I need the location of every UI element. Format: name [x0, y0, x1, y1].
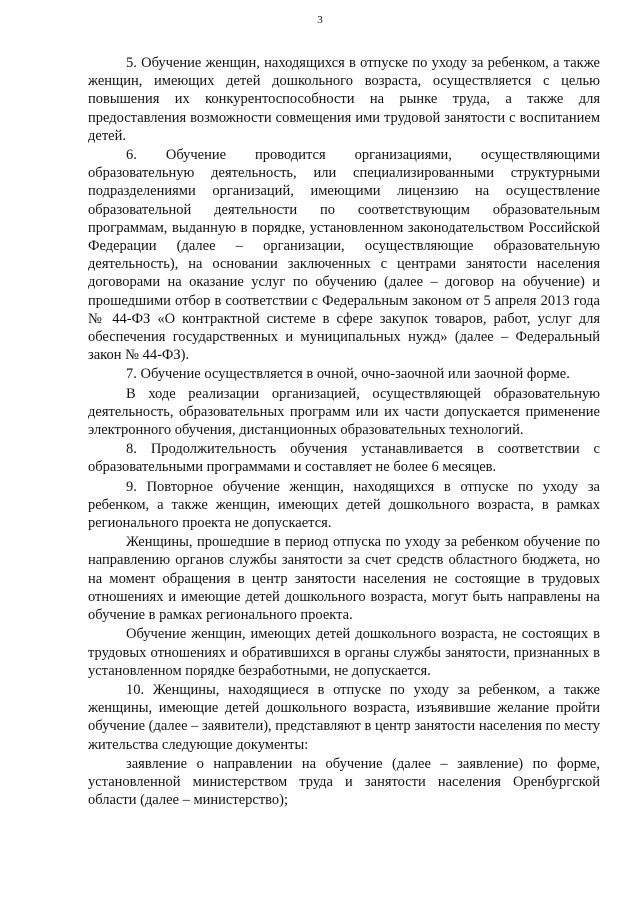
paragraph-9-restriction: Обучение женщин, имеющих детей дошкольного возраста, не состоящих в трудовых отношениях и обратившихся в органы службы занятости, признанных в установленном порядке безработными, не допускается. [88, 626, 600, 679]
paragraph-7: 7. Обучение осуществляется в очной, очно-заочной или заочной форме. [126, 366, 570, 383]
paragraph-10-application: заявление о направлении на обучение (далее – заявление) по форме, установленной министерством труда и занятости населения Оренбургской области (далее – министерство); [88, 755, 600, 809]
document-body [88, 54, 600, 810]
paragraph-7-distance-learning: В ходе реализации организацией, осуществляющей образовательную деятельность, образовательных программ или их части допускается применение электронного обучения, дистанционных образовательных технологий. [88, 385, 600, 439]
paragraph-8: 8. Продолжительность обучения устанавливается в соответствии с образовательными программами и составляет не более 6 месяцев. [88, 441, 600, 476]
paragraph-9: 9. Повторное обучение женщин, находящихся в отпуске по уходу за ребенком, а также женщин, имеющих детей дошкольного возраста, в рамках регионального проекта не допускается. [88, 478, 600, 532]
paragraph-6: 6. Обучение проводится организациями, осуществляющими образовательную деятельность, или специализированными структурными подразделениями организаций, имеющими лицензию на осуществление образовательной деятельности по соответствующим образовательным программам, выданную в порядке, установленном законодательством Российской Федерации (далее – организации, осуществляющие образовательную деятельность), на основании заключенных с центрами занятости населения договорами на оказание услуг по обучению (далее – договор на обучение) и прошедшими отбор в соответствии с Федеральным законом от 5 апреля 2013 года № 44-ФЗ «О контрактной системе в сфере закупок товаров, работ, услуг для обеспечения государственных и муниципальных нужд» (далее – Федеральный закон № 44-ФЗ). [88, 147, 600, 364]
page-number: 3 [317, 14, 323, 26]
paragraph-9-exception: Женщины, прошедшие в период отпуска по уходу за ребенком обучение по направлению органов службы занятости за счет средств областного бюджета, но на момент обращения в центр занятости населения не состоящие в трудовых отношениях и имеющие детей дошкольного возраста, могут быть направлены на обучение в рамках регионального проекта. [88, 534, 600, 624]
paragraph-10: 10. Женщины, находящиеся в отпуске по уходу за ребенком, а также женщины, имеющие детей дошкольного возраста, изъявившие желание пройти обучение (далее – заявители), представляют в центр занятости населения по месту жительства следующие документы: [88, 681, 600, 753]
paragraph-5: 5. Обучение женщин, находящихся в отпуске по уходу за ребенком, а также женщин, имеющих детей дошкольного возраста, осуществляется с целью повышения их конкурентоспособности на рынке труда, а также для предоставления возможности совмещения ими трудовой занятости с воспитанием детей. [88, 55, 600, 144]
